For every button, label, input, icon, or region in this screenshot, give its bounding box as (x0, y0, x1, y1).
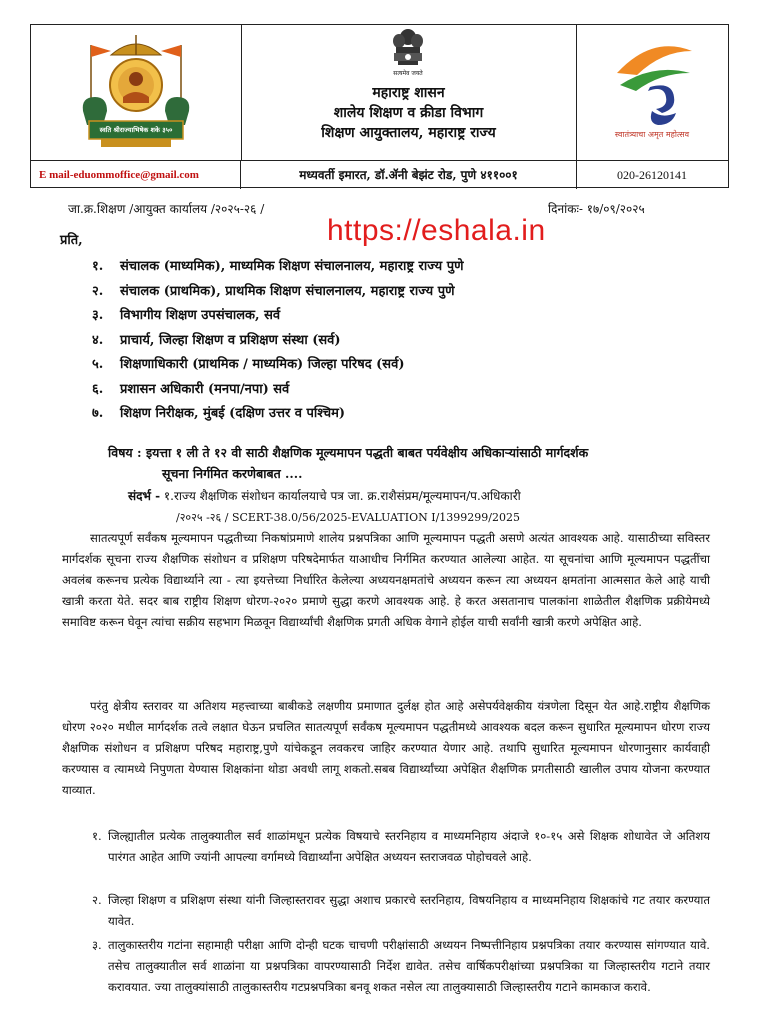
reference-block (128, 486, 718, 528)
body-paragraph: परंतु क्षेत्रीय स्तरावर या अतिशय महत्त्वाच्या बाबीकडे लक्षणीय प्रमाणात दुर्लक्ष होत आहे असेपर्यवेक्षकीय यंत्रणेला दिसून येत आहे.राष्ट्रीय शैक्षणिक धोरण २०२० मधील मार्गदर्शक तत्वे लक्षात घेऊन प्रचलित सातत्यपूर्ण सर्वंकष मूल्यमापन पद्धतीमध्ये आवश्यक बदल करून सुधारित मूल्यमापन धोरण राज्य शैक्षणिक संशोधन व प्रशिक्षण परिषद महाराष्ट्र,पुणे यांचेकडून लवकरच जाहिर करण्यात येणार आहे. तथापि सुधारित मूल्यमापन धोरणानुसार कार्यवाही करण्यास व त्यामध्ये निपुणता येण्यास शिक्षकांना थोडा अवधी लागू शकतो.सबब विद्यार्थ्यांच्या अपेक्षित शैक्षणिक प्रगतीसाठी खालील उपाय योजना करण्यात याव्यात. (62, 699, 710, 797)
reference-number: जा.क्र.शिक्षण /आयुक्त कार्यालय /२०२५-२६ / (68, 202, 265, 216)
left-seal-text: स्वति श्रीराज्याभिषेक शके ३५० (99, 126, 173, 134)
gov-line-commissionerate: शिक्षण आयुक्तालय, महाराष्ट्र राज्य (321, 125, 496, 141)
reference-line-2: /२०२५ -२६ / SCERT-38.0/56/2025-EVALUATION I/1399299/2025 (176, 511, 520, 524)
recipient-list (92, 256, 463, 428)
letterhead (30, 24, 729, 188)
shivrajyabhishek-seal-icon (31, 25, 241, 160)
measures-list (62, 826, 710, 868)
government-title (241, 83, 576, 143)
azadi-ka-amrit-mahotsav-logo-icon (592, 33, 712, 133)
recipient-item: ३. विभागीय शिक्षण उपसंचालक, सर्व (92, 308, 281, 323)
recipient-item: ५. शिक्षणाधिकारी (प्राथमिक / माध्यमिक) जिल्हा परिषद (सर्व) (92, 357, 405, 372)
reference-label: संदर्भ - (128, 489, 161, 503)
emblem-caption: सत्यमेव जयते (393, 70, 423, 77)
ashoka-emblem-icon (388, 27, 428, 69)
left-seal-cell (31, 25, 242, 160)
office-address: मध्यवर्ती इमारत, डॉ.ॲनी बेझंट रोड, पुणे ४११००१ (241, 161, 577, 189)
measure-item: १. जिल्ह्यातील प्रत्येक तालुक्यातील सर्व शाळांमधून प्रत्येक विषयाचे स्तरनिहाय व माध्यमनिहाय अंदाजे १०-१५ असे शिक्षक शोधावेत जे अतिशय पारंगत आहेत आणि ज्यांनी आपल्या वर्गामध्ये विद्यार्थ्यांना अपेक्षित अध्ययन स्तराजवळ पोहोचवले आहे. (92, 829, 710, 864)
recipient-item: ४. प्राचार्य, जिल्हा शिक्षण व प्रशिक्षण संस्था (सर्व) (92, 332, 341, 348)
subject-block (108, 442, 708, 484)
phone-number: 020-26120141 (617, 168, 687, 182)
recipient-item: ७. शिक्षण निरीक्षक, मुंबई (दक्षिण उत्तर व पश्चिम) (92, 406, 346, 421)
recipient-item: २. संचालक (प्राथमिक), प्राथमिक शिक्षण संचालनालय, महाराष्ट्र राज्य पुणे (92, 283, 455, 299)
right-logo-caption: स्वातंत्र्याचा अमृत महोत्सव (614, 130, 690, 139)
gov-line-maharashtra-shasan: महाराष्ट्र शासन (372, 85, 445, 101)
prati-salutation: प्रति, (60, 233, 83, 248)
recipient-item: १. संचालक (माध्यमिक), माध्यमिक शिक्षण संचालनालय, महाराष्ट्र राज्य पुणे (92, 259, 464, 274)
body-paragraph: सातत्यपूर्ण सर्वंकष मूल्यमापन पद्धतीच्या निकषांप्रमाणे शालेय प्रश्नपत्रिका आणि मूल्यमापन पद्धती असणे अत्यंत आवश्यक आहे. यासाठीच्या सविस्तर मार्गदर्शक सूचना राज्य शैक्षणिक संशोधन व प्रशिक्षण परिषदेमार्फत याआधीच निर्गमित करण्यात आलेल्या आहेत. या सूचनांचा आणि मूल्यमापन पद्धतींचा अवलंब करूनच प्रत्येक विद्यार्थ्याने त्या - त्या इयत्तेच्या निर्धारित केलेल्या अध्ययनक्षमतांचे अध्ययन करून त्या अध्ययन क्षमतांना आत्मसात केले आहे याची खात्री करता येते. सदर बाब राष्ट्रीय शिक्षण धोरण-२०२० प्रमाणे सुद्धा करणे आवश्यक आहे. हे करत असतानाच पालकांना शाळेतील शैक्षणिक प्रक्रीयेमध्ये समाविष्ट करून घेवून त्यांचा सक्रीय सहभाग मिळवून विद्यार्थ्यांची शैक्षणिक प्रगती अधिक वेगाने होईल याची सर्वांनी खात्री करणे अपेक्षित आहे. (62, 531, 710, 629)
right-logo-cell (576, 25, 728, 160)
eshala-watermark: https://eshala.in (327, 214, 546, 247)
contact-row (31, 160, 728, 189)
government-title-cell (241, 25, 577, 160)
recipient-item: ६. प्रशासन अधिकारी (मनपा/नपा) सर्व (92, 381, 290, 397)
measure-item: २. जिल्हा शिक्षण व प्रशिक्षण संस्था यांनी जिल्हास्तरावर सुद्धा अशाच प्रकारचे स्तरनिहाय, विषयनिहाय व माध्यमनिहाय शिक्षकांचे गट तयार करण्यात यावेत. (92, 893, 710, 928)
measure-item: ३. तालुकास्तरीय गटांना सहामाही परीक्षा आणि दोन्ही घटक चाचणी परीक्षांसाठी अध्ययन निष्पत्तीनिहाय प्रश्नपत्रिका तयार करण्यास सांगण्यात यावे. तसेच तालुक्यातील सर्व शाळांना या प्रश्नपत्रिका वापरण्यासाठी निर्देश द्यावेत. तसेच वार्षिकपरीक्षांच्या प्रश्नपत्रिका या जिल्हास्तरीय गटाने तयार करावयात. ज्या तालुक्यांसाठी तालुकास्तरीय गटप्रश्नपत्रिका बनवू शकत नसेल त्या तालुक्यासाठी जिल्हास्तरीय गटाने कामकाज करावे. (92, 938, 710, 994)
measures-list (62, 890, 710, 932)
email-address: E mail-eduommoffice@gmail.com (31, 161, 241, 189)
subject-line-2: सूचना निर्गमित करणेबाबत .... (162, 466, 303, 481)
letter-date: दिनांकः- १७/०९/२०२५ (548, 202, 645, 216)
reference-line-1: १.राज्य शैक्षणिक संशोधन कार्यालयाचे पत्र जा. क्र.राशैसंप्रम/मूल्यमापन/प.अधिकारी (160, 489, 521, 503)
measures-list (62, 935, 710, 998)
gov-line-department: शालेय शिक्षण व क्रीडा विभाग (333, 105, 484, 121)
subject-line-1: विषय : इयत्ता १ ली ते १२ वी साठी शैक्षणिक मूल्यमापन पद्धती बाबत पर्यवेक्षीय अधिकाऱ्यांसाठी मार्गदर्शक (108, 445, 589, 460)
